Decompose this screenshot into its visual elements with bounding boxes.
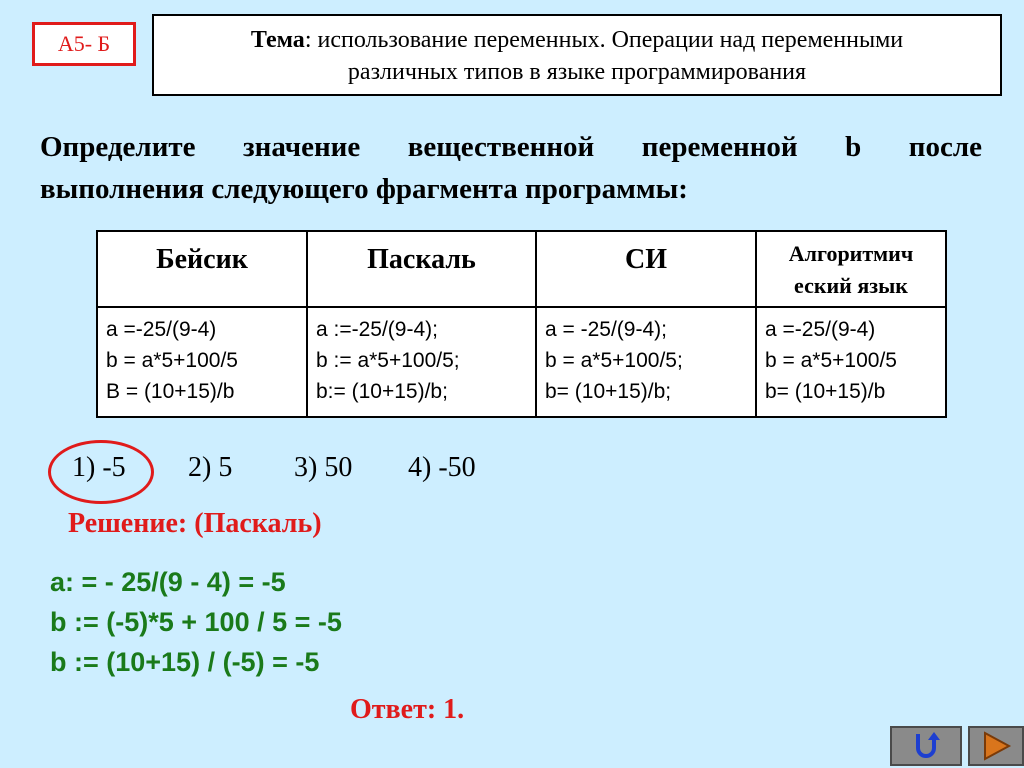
solution-steps — [50, 562, 342, 682]
header-algorithmic — [756, 231, 946, 307]
solution-line: b := (-5)*5 + 100 / 5 = -5 — [50, 607, 342, 637]
return-button[interactable] — [890, 726, 962, 766]
solution-line: a: = - 25/(9 - 4) = -5 — [50, 567, 286, 597]
question-word: значение — [243, 131, 361, 163]
code-line: a = -25/(9-4); — [545, 318, 667, 341]
header-pascal: Паскаль — [307, 231, 536, 307]
code-cell-c — [536, 307, 756, 417]
code-line: a =-25/(9-4) — [106, 318, 217, 341]
question-line-2: выполнения следующего фрагмента программы: — [40, 173, 688, 205]
code-table — [96, 230, 947, 418]
solution-title: Решение: (Паскаль) — [68, 508, 322, 539]
topic-text-1: : использование переменных. Операции над переменными — [304, 27, 904, 53]
code-line: b = a*5+100/5 — [765, 349, 897, 372]
code-line: b := a*5+100/5; — [316, 349, 460, 372]
answer-option-1[interactable]: 1) -5 — [72, 452, 126, 483]
question-word: Определите — [40, 131, 196, 163]
header-algorithmic-line1: Алгоритмич — [788, 241, 914, 266]
topic-box — [152, 14, 1002, 96]
code-line: B = (10+15)/b — [106, 380, 235, 403]
header-basic: Бейсик — [97, 231, 307, 307]
topic-text-2: различных типов в языке программирования — [347, 59, 807, 85]
final-answer: Ответ: 1. — [350, 694, 465, 725]
code-line: b:= (10+15)/b; — [316, 380, 448, 403]
return-icon — [906, 730, 946, 762]
code-line: a =-25/(9-4) — [765, 318, 876, 341]
question-word: после — [908, 131, 982, 163]
answer-option-3[interactable]: 3) 50 — [294, 452, 353, 483]
code-line: b= (10+15)/b; — [545, 380, 672, 403]
answer-option-4[interactable]: 4) -50 — [408, 452, 476, 483]
code-cell-pascal — [307, 307, 536, 417]
question-text — [40, 126, 982, 210]
table-code-row — [97, 307, 946, 417]
topic-label: Тема — [250, 27, 305, 53]
code-cell-basic — [97, 307, 307, 417]
answer-option-2[interactable]: 2) 5 — [188, 452, 233, 483]
question-word: вещественной — [407, 131, 595, 163]
slide-badge: А5- Б — [32, 22, 136, 66]
question-line-1 — [40, 126, 982, 168]
code-line: b = a*5+100/5; — [545, 349, 683, 372]
solution-line: b := (10+15) / (-5) = -5 — [50, 647, 320, 677]
code-line: b = a*5+100/5 — [106, 349, 238, 372]
play-next-icon — [979, 731, 1013, 761]
header-algorithmic-line2: еский язык — [794, 273, 908, 298]
code-line: b= (10+15)/b — [765, 380, 886, 403]
next-button[interactable] — [968, 726, 1024, 766]
code-line: a :=-25/(9-4); — [316, 318, 438, 341]
answer-options — [72, 452, 508, 484]
question-word: b — [845, 131, 862, 163]
code-cell-algorithmic — [756, 307, 946, 417]
question-word: переменной — [641, 131, 798, 163]
table-header-row — [97, 231, 946, 307]
header-c: СИ — [536, 231, 756, 307]
topic-line-1 — [154, 24, 1000, 56]
